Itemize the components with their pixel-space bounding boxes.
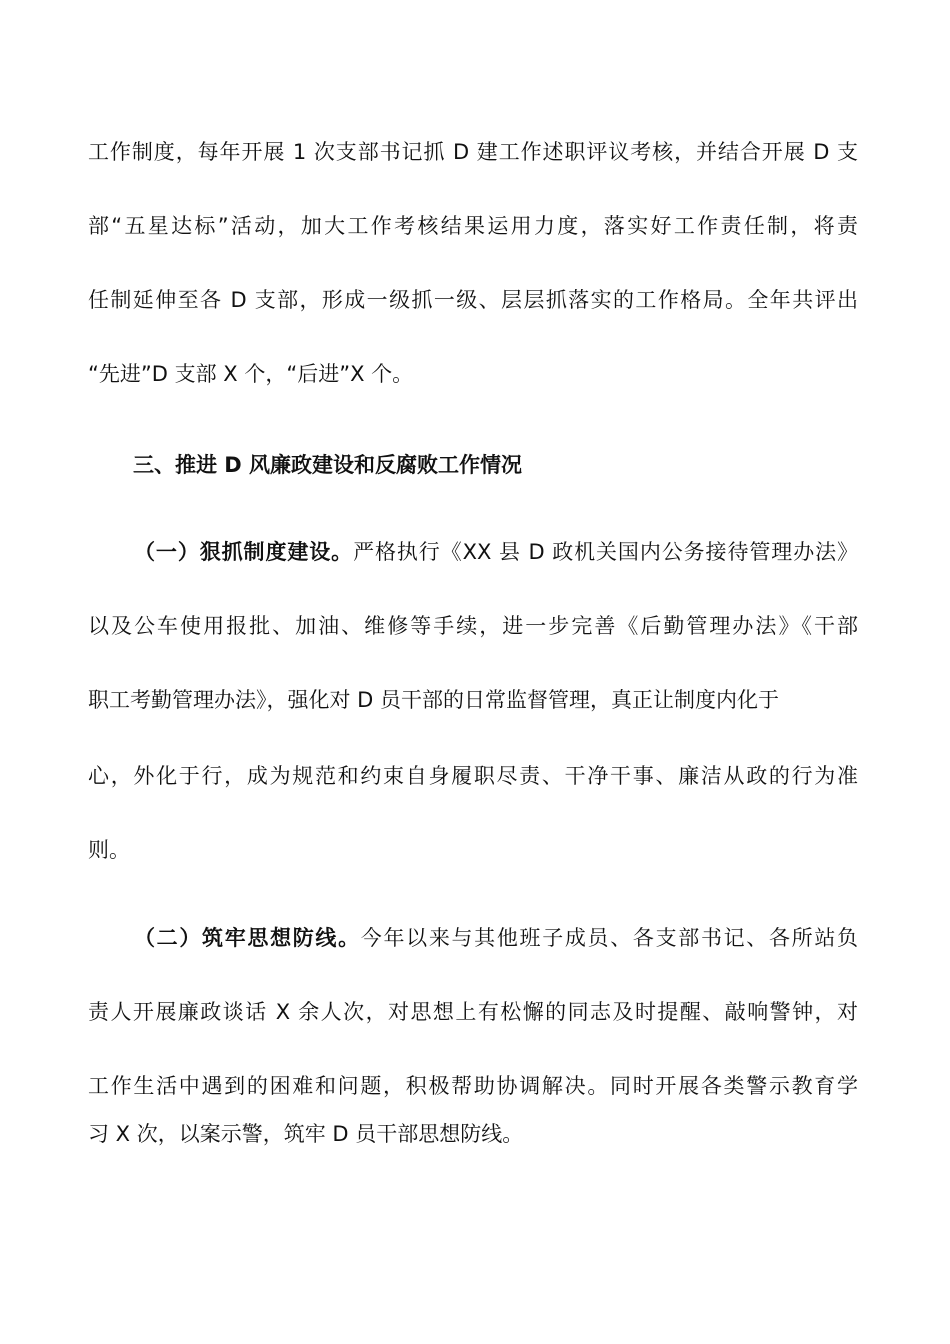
subsection-heading: （二）筑牢思想防线。	[134, 926, 361, 950]
paragraph-line: 心，外化于行，成为规范和约束自身履职尽责、干净干事、廉洁从政的行为准	[88, 764, 858, 788]
paragraph-text: 今年以来与其他班子成员、各支部书记、各所站负	[360, 926, 859, 950]
paragraph-line: “先进”D 支部 X 个，“后进”X 个。	[88, 362, 414, 386]
paragraph-line: 则。	[88, 838, 130, 862]
paragraph-line: 工作生活中遇到的困难和问题，积极帮助协调解决。同时开展各类警示教育学	[88, 1074, 858, 1098]
paragraph-text: 严格执行《XX 县 D 政机关国内公务接待管理办法》	[353, 540, 859, 564]
paragraph-line: 习 X 次，以案示警，筑牢 D 员干部思想防线。	[88, 1122, 524, 1146]
subsection-heading: （一）狠抓制度建设。	[134, 540, 354, 564]
paragraph-line: 部“五星达标”活动，加大工作考核结果运用力度，落实好工作责任制，将责	[88, 214, 858, 238]
paragraph-line: 职工考勤管理办法》，强化对 D 员干部的日常监督管理，真正让制度内化于	[88, 688, 780, 712]
paragraph-line: 以及公车使用报批、加油、维修等手续，进一步完善《后勤管理办法》《干部	[88, 614, 858, 638]
paragraph-line: 工作制度，每年开展 1 次支部书记抓 D 建工作述职评议考核，并结合开展 D 支	[88, 140, 858, 164]
paragraph-first-line	[134, 923, 858, 953]
paragraph-first-line	[134, 537, 858, 567]
section-heading: 三、推进 D 风廉政建设和反腐败工作情况	[133, 453, 523, 477]
paragraph-line: 任制延伸至各 D 支部，形成一级抓一级、层层抓落实的工作格局。全年共评出	[88, 288, 858, 312]
paragraph-line: 责人开展廉政谈话 X 余人次，对思想上有松懈的同志及时提醒、敲响警钟，对	[88, 1000, 858, 1024]
